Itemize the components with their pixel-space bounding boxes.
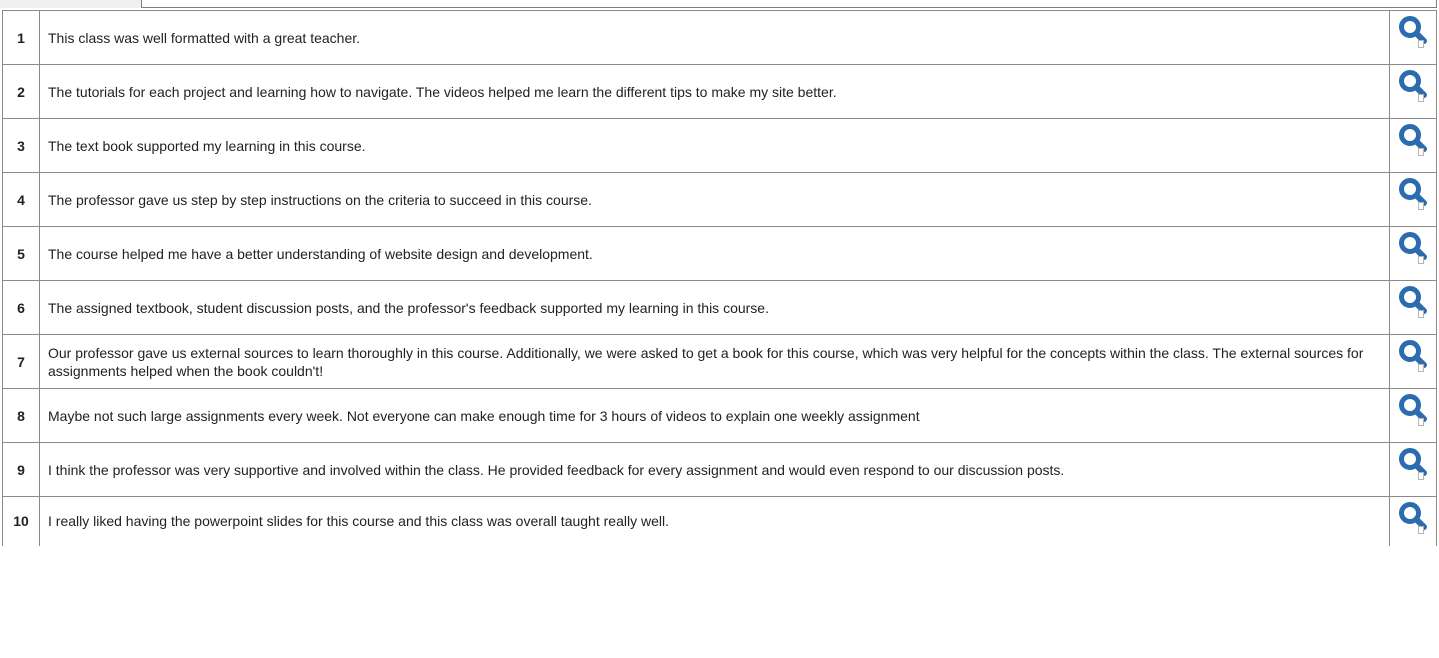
action-cell bbox=[1390, 65, 1437, 119]
row-number: 4 bbox=[3, 173, 40, 227]
table-row bbox=[3, 335, 1437, 389]
view-comment-button[interactable] bbox=[1396, 391, 1430, 431]
missing-glyph-icon bbox=[1418, 472, 1424, 480]
comment-text: The assigned textbook, student discussion posts, and the professor's feedback supported my learning in this course. bbox=[40, 281, 1390, 335]
missing-glyph-icon bbox=[1418, 364, 1424, 372]
missing-glyph-icon bbox=[1418, 40, 1424, 48]
missing-glyph-icon bbox=[1418, 202, 1424, 210]
row-number: 2 bbox=[3, 65, 40, 119]
action-cell bbox=[1390, 11, 1437, 65]
row-number: 7 bbox=[3, 335, 40, 389]
comment-text: The tutorials for each project and learning how to navigate. The videos helped me learn the different tips to make my site better. bbox=[40, 65, 1390, 119]
view-comment-button[interactable] bbox=[1396, 283, 1430, 323]
action-cell bbox=[1390, 497, 1437, 546]
action-cell bbox=[1390, 173, 1437, 227]
comments-table bbox=[2, 10, 1437, 546]
missing-glyph-icon bbox=[1418, 256, 1424, 264]
action-cell bbox=[1390, 335, 1437, 389]
row-number: 8 bbox=[3, 389, 40, 443]
table-row bbox=[3, 119, 1437, 173]
missing-glyph-icon bbox=[1418, 148, 1424, 156]
header-tab[interactable] bbox=[0, 0, 142, 8]
view-comment-button[interactable] bbox=[1396, 175, 1430, 215]
action-cell bbox=[1390, 443, 1437, 497]
header-strip bbox=[0, 0, 1437, 8]
row-number: 3 bbox=[3, 119, 40, 173]
comment-text: The course helped me have a better understanding of website design and development. bbox=[40, 227, 1390, 281]
table-row bbox=[3, 11, 1437, 65]
missing-glyph-icon bbox=[1418, 94, 1424, 102]
comment-text: The professor gave us step by step instructions on the criteria to succeed in this course. bbox=[40, 173, 1390, 227]
action-cell bbox=[1390, 281, 1437, 335]
action-cell bbox=[1390, 227, 1437, 281]
row-number: 6 bbox=[3, 281, 40, 335]
table-row bbox=[3, 443, 1437, 497]
view-comment-button[interactable] bbox=[1396, 337, 1430, 377]
table-row bbox=[3, 173, 1437, 227]
comment-text: I think the professor was very supportive and involved within the class. He provided feedback for every assignment and would even respond to our discussion posts. bbox=[40, 443, 1390, 497]
comment-text: Our professor gave us external sources to learn thoroughly in this course. Additionally, we were asked to get a book for this course, which was very helpful for the concepts within the class. The external sources for assignments helped when the book couldn't! bbox=[40, 335, 1390, 389]
view-comment-button[interactable] bbox=[1396, 229, 1430, 269]
missing-glyph-icon bbox=[1418, 526, 1424, 534]
missing-glyph-icon bbox=[1418, 310, 1424, 318]
view-comment-button[interactable] bbox=[1396, 499, 1430, 539]
action-cell bbox=[1390, 389, 1437, 443]
comment-text: This class was well formatted with a great teacher. bbox=[40, 11, 1390, 65]
row-number: 9 bbox=[3, 443, 40, 497]
comment-text: The text book supported my learning in this course. bbox=[40, 119, 1390, 173]
view-comment-button[interactable] bbox=[1396, 445, 1430, 485]
view-comment-button[interactable] bbox=[1396, 121, 1430, 161]
action-cell bbox=[1390, 119, 1437, 173]
table-row bbox=[3, 497, 1437, 546]
table-row bbox=[3, 281, 1437, 335]
table-row bbox=[3, 65, 1437, 119]
view-comment-button[interactable] bbox=[1396, 13, 1430, 53]
comment-text: I really liked having the powerpoint slides for this course and this class was overall taught really well. bbox=[40, 497, 1390, 546]
row-number: 1 bbox=[3, 11, 40, 65]
table-row bbox=[3, 389, 1437, 443]
row-number: 5 bbox=[3, 227, 40, 281]
table-row bbox=[3, 227, 1437, 281]
missing-glyph-icon bbox=[1418, 418, 1424, 426]
view-comment-button[interactable] bbox=[1396, 67, 1430, 107]
comment-text: Maybe not such large assignments every week. Not everyone can make enough time for 3 hours of videos to explain one weekly assignment bbox=[40, 389, 1390, 443]
row-number: 10 bbox=[3, 497, 40, 546]
